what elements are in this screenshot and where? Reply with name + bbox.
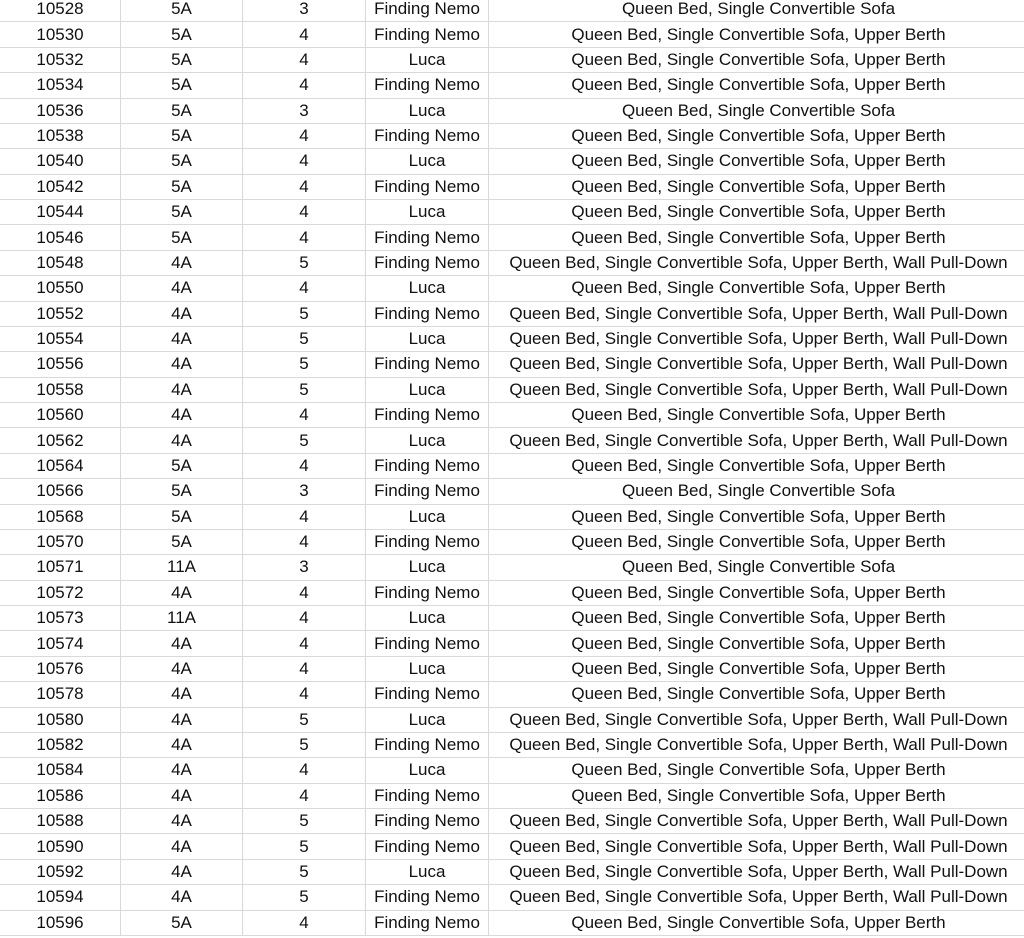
bed-configuration-cell[interactable]: Queen Bed, Single Convertible Sofa, Upper Berth, Wall Pull-Down [489,301,1024,326]
theme-cell[interactable]: Finding Nemo [366,403,489,428]
category-cell[interactable]: 5A [121,453,243,478]
bed-configuration-cell[interactable]: Queen Bed, Single Convertible Sofa, Upper Berth [489,606,1024,631]
bed-configuration-cell[interactable]: Queen Bed, Single Convertible Sofa, Upper Berth [489,225,1024,250]
category-cell[interactable]: 5A [121,225,243,250]
cabin-number-cell[interactable]: 10542 [0,174,121,199]
category-cell[interactable]: 11A [121,606,243,631]
cabin-number-cell[interactable]: 10550 [0,276,121,301]
bed-configuration-cell[interactable]: Queen Bed, Single Convertible Sofa, Upper Berth, Wall Pull-Down [489,250,1024,275]
category-cell[interactable]: 4A [121,276,243,301]
theme-cell[interactable]: Finding Nemo [366,682,489,707]
theme-cell[interactable]: Finding Nemo [366,0,489,22]
sleeps-cell[interactable]: 4 [243,580,366,605]
sleeps-cell[interactable]: 4 [243,783,366,808]
cabin-number-cell[interactable]: 10544 [0,200,121,225]
cabin-number-cell[interactable]: 10530 [0,22,121,47]
theme-cell[interactable]: Luca [366,428,489,453]
bed-configuration-cell[interactable]: Queen Bed, Single Convertible Sofa, Upper Berth, Wall Pull-Down [489,707,1024,732]
table-row [0,885,1024,910]
table-row [0,200,1024,225]
cabin-number-cell[interactable]: 10586 [0,783,121,808]
bed-configuration-cell[interactable]: Queen Bed, Single Convertible Sofa, Upper Berth [489,758,1024,783]
bed-configuration-cell[interactable]: Queen Bed, Single Convertible Sofa, Upper Berth, Wall Pull-Down [489,885,1024,910]
sleeps-cell[interactable]: 4 [243,682,366,707]
table-row [0,580,1024,605]
sleeps-cell[interactable]: 3 [243,479,366,504]
bed-configuration-cell[interactable]: Queen Bed, Single Convertible Sofa, Upper Berth [489,580,1024,605]
bed-configuration-cell[interactable]: Queen Bed, Single Convertible Sofa, Upper Berth [489,656,1024,681]
category-cell[interactable]: 4A [121,631,243,656]
theme-cell[interactable]: Finding Nemo [366,529,489,554]
theme-cell[interactable]: Luca [366,98,489,123]
sleeps-cell[interactable]: 5 [243,834,366,859]
sleeps-cell[interactable]: 5 [243,707,366,732]
cabin-number-cell[interactable]: 10578 [0,682,121,707]
category-cell[interactable]: 4A [121,809,243,834]
cabin-number-cell[interactable]: 10552 [0,301,121,326]
sleeps-cell[interactable]: 5 [243,732,366,757]
bed-configuration-cell[interactable]: Queen Bed, Single Convertible Sofa, Upper Berth [489,910,1024,935]
cabin-number-cell[interactable]: 10548 [0,250,121,275]
bed-configuration-cell[interactable]: Queen Bed, Single Convertible Sofa, Upper Berth [489,22,1024,47]
bed-configuration-cell[interactable]: Queen Bed, Single Convertible Sofa, Upper Berth [489,47,1024,72]
bed-configuration-cell[interactable]: Queen Bed, Single Convertible Sofa, Upper Berth, Wall Pull-Down [489,377,1024,402]
category-cell[interactable]: 4A [121,352,243,377]
theme-cell[interactable]: Finding Nemo [366,732,489,757]
cabin-number-cell[interactable]: 10594 [0,885,121,910]
table-row [0,504,1024,529]
theme-cell[interactable]: Luca [366,149,489,174]
category-cell[interactable]: 5A [121,98,243,123]
category-cell[interactable]: 5A [121,47,243,72]
sleeps-cell[interactable]: 4 [243,174,366,199]
category-cell[interactable]: 5A [121,910,243,935]
table-row [0,606,1024,631]
cabin-number-cell[interactable]: 10566 [0,479,121,504]
theme-cell[interactable]: Finding Nemo [366,631,489,656]
theme-cell[interactable]: Luca [366,504,489,529]
table-row [0,529,1024,554]
bed-configuration-cell[interactable]: Queen Bed, Single Convertible Sofa, Upper Berth [489,631,1024,656]
cabin-number-cell[interactable]: 10562 [0,428,121,453]
sleeps-cell[interactable]: 4 [243,200,366,225]
cabin-number-cell[interactable]: 10580 [0,707,121,732]
table-row [0,149,1024,174]
bed-configuration-cell[interactable]: Queen Bed, Single Convertible Sofa, Upper Berth, Wall Pull-Down [489,732,1024,757]
theme-cell[interactable]: Finding Nemo [366,885,489,910]
category-cell[interactable]: 5A [121,149,243,174]
table-row [0,0,1024,22]
table-row [0,352,1024,377]
category-cell[interactable]: 4A [121,732,243,757]
theme-cell[interactable]: Luca [366,200,489,225]
bed-configuration-cell[interactable]: Queen Bed, Single Convertible Sofa [489,555,1024,580]
sleeps-cell[interactable]: 4 [243,758,366,783]
cabin-number-cell[interactable]: 10570 [0,529,121,554]
sleeps-cell[interactable]: 4 [243,606,366,631]
category-cell[interactable]: 11A [121,555,243,580]
sleeps-cell[interactable]: 5 [243,428,366,453]
bed-configuration-cell[interactable]: Queen Bed, Single Convertible Sofa, Upper Berth [489,149,1024,174]
bed-configuration-cell[interactable]: Queen Bed, Single Convertible Sofa, Upper Berth [489,682,1024,707]
theme-cell[interactable]: Finding Nemo [366,301,489,326]
cabin-number-cell[interactable]: 10534 [0,73,121,98]
cabin-number-cell[interactable]: 10568 [0,504,121,529]
bed-configuration-cell[interactable]: Queen Bed, Single Convertible Sofa, Upper Berth [489,123,1024,148]
cabin-number-cell[interactable]: 10532 [0,47,121,72]
category-cell[interactable]: 4A [121,301,243,326]
category-cell[interactable]: 4A [121,885,243,910]
bed-configuration-cell[interactable]: Queen Bed, Single Convertible Sofa, Upper Berth, Wall Pull-Down [489,834,1024,859]
sleeps-cell[interactable]: 5 [243,377,366,402]
cabin-number-cell[interactable]: 10528 [0,0,121,22]
table-row [0,682,1024,707]
table-row [0,276,1024,301]
table-row [0,834,1024,859]
theme-cell[interactable]: Finding Nemo [366,174,489,199]
theme-cell[interactable]: Luca [366,47,489,72]
sleeps-cell[interactable]: 4 [243,123,366,148]
category-cell[interactable]: 5A [121,479,243,504]
cabin-number-cell[interactable]: 10571 [0,555,121,580]
table-row [0,250,1024,275]
sleeps-cell[interactable]: 4 [243,22,366,47]
bed-configuration-cell[interactable]: Queen Bed, Single Convertible Sofa, Upper Berth, Wall Pull-Down [489,859,1024,884]
theme-cell[interactable]: Luca [366,606,489,631]
cabin-number-cell[interactable]: 10556 [0,352,121,377]
table-row [0,707,1024,732]
table-row [0,783,1024,808]
category-cell[interactable]: 5A [121,73,243,98]
category-cell[interactable]: 4A [121,758,243,783]
cabin-number-cell[interactable]: 10576 [0,656,121,681]
table-row [0,859,1024,884]
table-row [0,631,1024,656]
cabin-number-cell[interactable]: 10560 [0,403,121,428]
cabin-number-cell[interactable]: 10564 [0,453,121,478]
bed-configuration-cell[interactable]: Queen Bed, Single Convertible Sofa [489,98,1024,123]
cabin-number-cell[interactable]: 10574 [0,631,121,656]
bed-configuration-cell[interactable]: Queen Bed, Single Convertible Sofa, Upper Berth [489,403,1024,428]
category-cell[interactable]: 5A [121,529,243,554]
table-row [0,428,1024,453]
cabin-number-cell[interactable]: 10588 [0,809,121,834]
theme-cell[interactable]: Finding Nemo [366,910,489,935]
theme-cell[interactable]: Luca [366,758,489,783]
cabin-number-cell[interactable]: 10596 [0,910,121,935]
theme-cell[interactable]: Finding Nemo [366,73,489,98]
table-row [0,555,1024,580]
sleeps-cell[interactable]: 4 [243,453,366,478]
category-cell[interactable]: 4A [121,834,243,859]
table-row [0,174,1024,199]
table-row [0,326,1024,351]
sleeps-cell[interactable]: 4 [243,149,366,174]
theme-cell[interactable]: Luca [366,656,489,681]
theme-cell[interactable]: Finding Nemo [366,580,489,605]
category-cell[interactable]: 4A [121,656,243,681]
cabin-number-cell[interactable]: 10540 [0,149,121,174]
bed-configuration-cell[interactable]: Queen Bed, Single Convertible Sofa, Upper Berth, Wall Pull-Down [489,809,1024,834]
sleeps-cell[interactable]: 5 [243,352,366,377]
sleeps-cell[interactable]: 5 [243,859,366,884]
table-row [0,403,1024,428]
cabin-number-cell[interactable]: 10582 [0,732,121,757]
bed-configuration-cell[interactable]: Queen Bed, Single Convertible Sofa, Upper Berth, Wall Pull-Down [489,352,1024,377]
table-row [0,73,1024,98]
bed-configuration-cell[interactable]: Queen Bed, Single Convertible Sofa, Upper Berth [489,504,1024,529]
table-row [0,758,1024,783]
sleeps-cell[interactable]: 4 [243,631,366,656]
theme-cell[interactable]: Finding Nemo [366,834,489,859]
category-cell[interactable]: 4A [121,428,243,453]
sleeps-cell[interactable]: 5 [243,326,366,351]
sleeps-cell[interactable]: 4 [243,225,366,250]
theme-cell[interactable]: Finding Nemo [366,479,489,504]
category-cell[interactable]: 4A [121,403,243,428]
cabin-number-cell[interactable]: 10584 [0,758,121,783]
theme-cell[interactable]: Luca [366,707,489,732]
cabin-number-cell[interactable]: 10538 [0,123,121,148]
bed-configuration-cell[interactable]: Queen Bed, Single Convertible Sofa [489,479,1024,504]
sleeps-cell[interactable]: 4 [243,47,366,72]
sleeps-cell[interactable]: 4 [243,504,366,529]
bed-configuration-cell[interactable]: Queen Bed, Single Convertible Sofa, Upper Berth [489,783,1024,808]
bed-configuration-cell[interactable]: Queen Bed, Single Convertible Sofa, Upper Berth [489,276,1024,301]
cabin-number-cell[interactable]: 10590 [0,834,121,859]
cabin-number-cell[interactable]: 10536 [0,98,121,123]
bed-configuration-cell[interactable]: Queen Bed, Single Convertible Sofa, Upper Berth [489,200,1024,225]
category-cell[interactable]: 4A [121,250,243,275]
theme-cell[interactable]: Finding Nemo [366,809,489,834]
bed-configuration-cell[interactable]: Queen Bed, Single Convertible Sofa [489,0,1024,22]
category-cell[interactable]: 5A [121,200,243,225]
category-cell[interactable]: 5A [121,22,243,47]
sleeps-cell[interactable]: 4 [243,403,366,428]
table-row [0,98,1024,123]
theme-cell[interactable]: Finding Nemo [366,225,489,250]
sleeps-cell[interactable]: 4 [243,73,366,98]
cabin-number-cell[interactable]: 10546 [0,225,121,250]
category-cell[interactable]: 4A [121,580,243,605]
cabin-number-cell[interactable]: 10572 [0,580,121,605]
cabin-number-cell[interactable]: 10558 [0,377,121,402]
category-cell[interactable]: 4A [121,783,243,808]
bed-configuration-cell[interactable]: Queen Bed, Single Convertible Sofa, Upper Berth [489,73,1024,98]
theme-cell[interactable]: Luca [366,276,489,301]
sleeps-cell[interactable]: 3 [243,555,366,580]
theme-cell[interactable]: Luca [366,377,489,402]
sleeps-cell[interactable]: 5 [243,301,366,326]
sleeps-cell[interactable]: 3 [243,98,366,123]
category-cell[interactable]: 5A [121,123,243,148]
sleeps-cell[interactable]: 4 [243,656,366,681]
bed-configuration-cell[interactable]: Queen Bed, Single Convertible Sofa, Upper Berth, Wall Pull-Down [489,428,1024,453]
theme-cell[interactable]: Finding Nemo [366,352,489,377]
category-cell[interactable]: 4A [121,859,243,884]
cabin-number-cell[interactable]: 10573 [0,606,121,631]
sleeps-cell[interactable]: 3 [243,0,366,22]
theme-cell[interactable]: Finding Nemo [366,783,489,808]
category-cell[interactable]: 5A [121,504,243,529]
bed-configuration-cell[interactable]: Queen Bed, Single Convertible Sofa, Upper Berth, Wall Pull-Down [489,326,1024,351]
bed-configuration-cell[interactable]: Queen Bed, Single Convertible Sofa, Upper Berth [489,174,1024,199]
theme-cell[interactable]: Finding Nemo [366,123,489,148]
table-row [0,377,1024,402]
bed-configuration-cell[interactable]: Queen Bed, Single Convertible Sofa, Upper Berth [489,453,1024,478]
sleeps-cell[interactable]: 4 [243,910,366,935]
theme-cell[interactable]: Finding Nemo [366,22,489,47]
sleeps-cell[interactable]: 5 [243,250,366,275]
category-cell[interactable]: 5A [121,0,243,22]
table-row [0,910,1024,935]
table-row [0,301,1024,326]
table-row [0,809,1024,834]
category-cell[interactable]: 4A [121,682,243,707]
theme-cell[interactable]: Luca [366,555,489,580]
table-row [0,656,1024,681]
table-row [0,47,1024,72]
category-cell[interactable]: 4A [121,377,243,402]
theme-cell[interactable]: Finding Nemo [366,250,489,275]
table-row [0,453,1024,478]
theme-cell[interactable]: Luca [366,859,489,884]
bed-configuration-cell[interactable]: Queen Bed, Single Convertible Sofa, Upper Berth [489,529,1024,554]
cabin-number-cell[interactable]: 10554 [0,326,121,351]
theme-cell[interactable]: Luca [366,326,489,351]
table-row [0,479,1024,504]
sleeps-cell[interactable]: 4 [243,529,366,554]
table-row [0,732,1024,757]
table-row [0,22,1024,47]
category-cell[interactable]: 5A [121,174,243,199]
cabin-number-cell[interactable]: 10592 [0,859,121,884]
table-row [0,225,1024,250]
theme-cell[interactable]: Finding Nemo [366,453,489,478]
sleeps-cell[interactable]: 5 [243,885,366,910]
sleeps-cell[interactable]: 4 [243,276,366,301]
category-cell[interactable]: 4A [121,707,243,732]
category-cell[interactable]: 4A [121,326,243,351]
sleeps-cell[interactable]: 5 [243,809,366,834]
table-row [0,123,1024,148]
